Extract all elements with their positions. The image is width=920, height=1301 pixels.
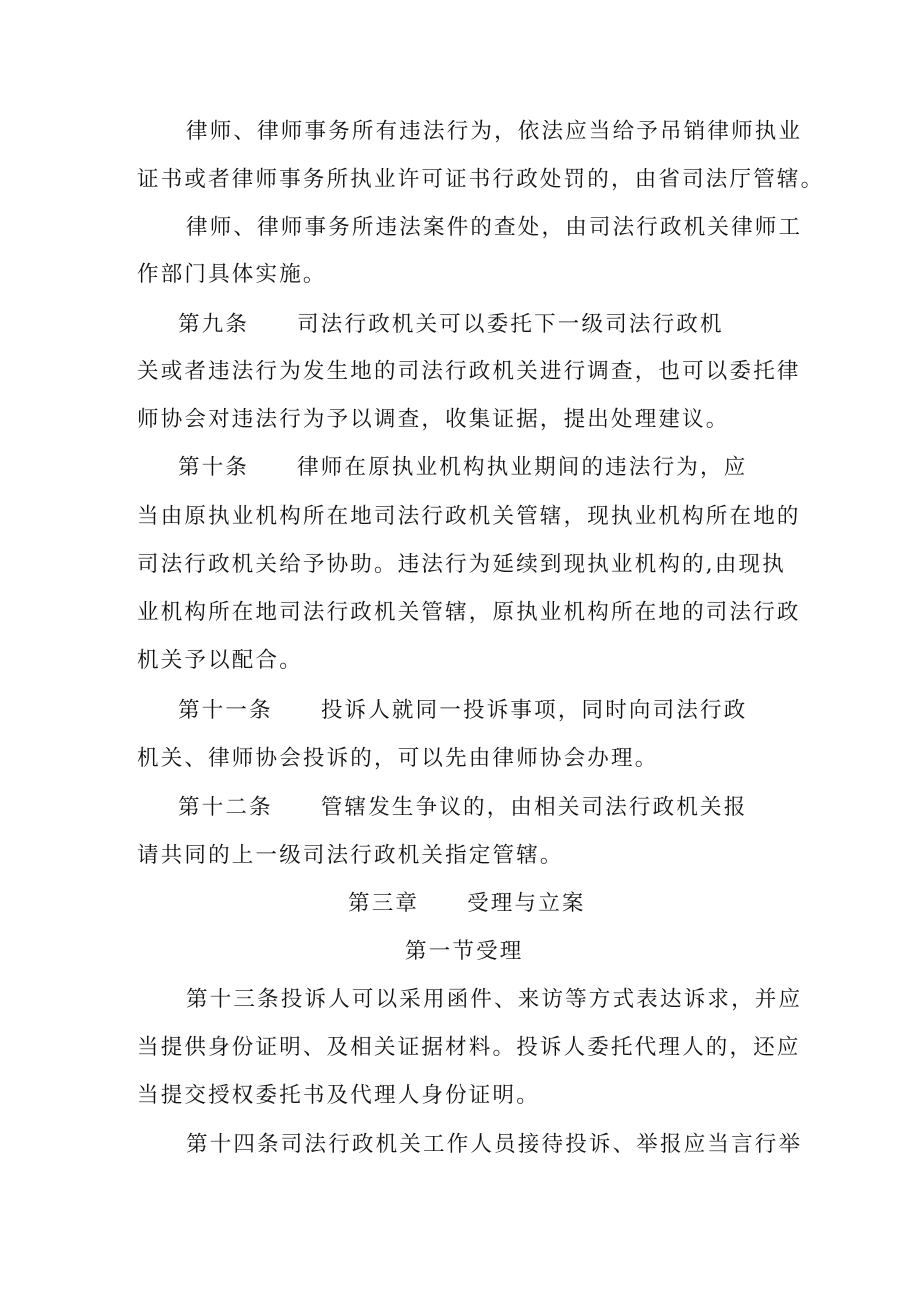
article-14-line-1: 第十四条司法行政机关工作人员接待投诉、举报应当言行举: [186, 1132, 803, 1157]
article-9-line-3: 师协会对违法行为予以调查，收集证据，提出处理建议。: [137, 407, 730, 432]
article-9-heading: [178, 310, 724, 340]
article-10-number: 第十条: [178, 455, 250, 480]
article-10-line-4: 业机构所在地司法行政机关管辖，原执业机构所在地的司法行政: [137, 600, 801, 625]
chapter-3-title: 受理与立案: [467, 891, 586, 916]
article-11-heading: [178, 696, 747, 726]
chapter-3-heading: [348, 889, 586, 919]
article-10-line-2: 当由原执业机构所在地司法行政机关管辖，现执业机构所在地的: [137, 504, 801, 529]
article-13-line-1: 第十三条投诉人可以采用函件、来访等方式表达诉求，并应: [186, 987, 803, 1012]
article-10-line-1: 律师在原执业机构执业期间的违法行为，应: [297, 455, 748, 480]
chapter-3-number: 第三章: [348, 891, 420, 916]
article-12-number: 第十二条: [178, 795, 273, 820]
article-9-line-1: 司法行政机关可以委托下一级司法行政机: [297, 312, 724, 337]
article-13-line-3: 当提交授权委托书及代理人身份证明。: [137, 1083, 540, 1108]
paragraph-2-line-2: 作部门具体实施。: [137, 262, 327, 287]
article-10-line-3: 司法行政机关给予协助。违法行为延续到现执业机构的,由现执: [137, 552, 786, 577]
article-13-line-2: 当提供身份证明、及相关证据材料。投诉人委托代理人的，还应: [137, 1035, 801, 1060]
article-10-line-5: 机关予以配合。: [137, 648, 303, 673]
article-10-heading: [178, 453, 747, 483]
article-11-number: 第十一条: [178, 698, 273, 723]
section-1-heading: 第一节受理: [405, 939, 524, 964]
article-12-line-2: 请共同的上一级司法行政机关指定管辖。: [137, 843, 564, 868]
paragraph-1-line-2: 证书或者律师事务所执业许可证书行政处罚的，由省司法厅管辖。: [137, 167, 825, 192]
article-12-heading: [178, 793, 747, 823]
article-12-line-1: 管辖发生争议的，由相关司法行政机关报: [320, 795, 748, 820]
article-9-number: 第九条: [178, 312, 250, 337]
paragraph-1-line-1: 律师、律师事务所有违法行为，依法应当给予吊销律师执业: [186, 119, 803, 144]
paragraph-2-line-1: 律师、律师事务所违法案件的查处，由司法行政机关律师工: [186, 215, 803, 240]
article-11-line-1: 投诉人就同一投诉事项，同时向司法行政: [320, 698, 748, 723]
article-9-line-2: 关或者违法行为发生地的司法行政机关进行调查，也可以委托律: [137, 359, 801, 384]
article-11-line-2: 机关、律师协会投诉的，可以先由律师协会办理。: [137, 746, 659, 771]
